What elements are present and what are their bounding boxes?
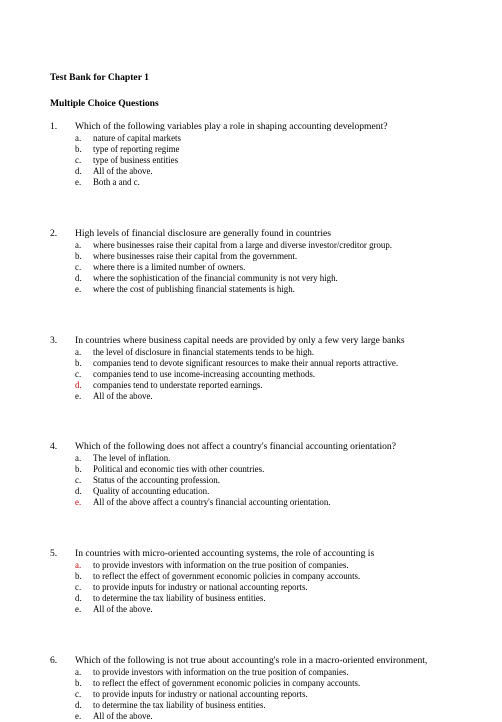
question-text: Which of the following does not affect a country's financial accounting orientation? bbox=[75, 441, 396, 452]
answer-text: The level of inflation. bbox=[93, 453, 171, 463]
answer-letter: b. bbox=[75, 571, 82, 581]
question-4 bbox=[50, 441, 480, 508]
answer-text: to provide inputs for industry or national accounting reports. bbox=[93, 582, 308, 592]
question-2 bbox=[50, 228, 480, 295]
question-text: High levels of financial disclosure are generally found in countries bbox=[75, 228, 332, 239]
answer-text: All of the above affect a country's financial accounting orientation. bbox=[93, 497, 331, 507]
answer-text: All of the above. bbox=[93, 166, 153, 176]
answer-letter: c. bbox=[75, 369, 82, 379]
answer-text: to determine the tax liability of business entities. bbox=[93, 593, 266, 603]
answer-option bbox=[50, 358, 480, 369]
answer-letter: d. bbox=[75, 166, 82, 176]
answer-option bbox=[50, 667, 480, 678]
answer-option bbox=[50, 711, 480, 722]
answer-text: to reflect the effect of government economic policies in company accounts. bbox=[93, 678, 361, 688]
answer-letter: e. bbox=[75, 284, 82, 294]
correct-answer-letter: e. bbox=[75, 497, 82, 507]
answer-option bbox=[50, 347, 480, 358]
question-stem bbox=[50, 228, 480, 240]
answer-letter: c. bbox=[75, 155, 82, 165]
question-3 bbox=[50, 335, 480, 402]
answer-letter: a. bbox=[75, 133, 82, 143]
answer-letter: d. bbox=[75, 593, 82, 603]
correct-answer-letter: a. bbox=[75, 560, 82, 570]
question-text: In countries with micro-oriented accounting systems, the role of accounting is bbox=[75, 548, 375, 559]
answer-letter: c. bbox=[75, 475, 82, 485]
question-stem bbox=[50, 441, 480, 453]
question-text: Which of the following variables play a role in shaping accounting development? bbox=[75, 121, 388, 132]
answer-text: to provide inputs for industry or national accounting reports. bbox=[93, 689, 308, 699]
answer-text: Status of the accounting profession. bbox=[93, 475, 220, 485]
question-number: 5. bbox=[50, 548, 58, 559]
answer-letter: b. bbox=[75, 251, 82, 261]
answer-option bbox=[50, 273, 480, 284]
answer-letter: a. bbox=[75, 347, 82, 357]
answer-letter: b. bbox=[75, 678, 82, 688]
answer-letter: d. bbox=[75, 486, 82, 496]
answer-letter: c. bbox=[75, 582, 82, 592]
answer-option bbox=[50, 593, 480, 604]
answer-letter: a. bbox=[75, 453, 82, 463]
answer-letter: a. bbox=[75, 667, 82, 677]
section-title: Multiple Choice Questions bbox=[50, 98, 159, 109]
answer-text: Quality of accounting education. bbox=[93, 486, 210, 496]
answer-option bbox=[50, 369, 480, 380]
answer-option bbox=[50, 453, 480, 464]
answer-text: All of the above. bbox=[93, 711, 153, 721]
question-stem bbox=[50, 655, 480, 667]
correct-answer-letter: d. bbox=[75, 380, 82, 390]
question-number: 1. bbox=[50, 121, 58, 132]
answer-option bbox=[50, 475, 480, 486]
answer-option bbox=[50, 144, 480, 155]
question-text: Which of the following is not true about accounting's role in a macro-oriented environment, bbox=[75, 655, 428, 666]
answer-text: companies tend to use income-increasing accounting methods. bbox=[93, 369, 316, 379]
answer-letter: d. bbox=[75, 273, 82, 283]
answer-option bbox=[50, 391, 480, 402]
answer-text: Both a and c. bbox=[93, 177, 140, 187]
answer-letter: b. bbox=[75, 464, 82, 474]
answer-option bbox=[50, 464, 480, 475]
answer-text: where the sophistication of the financial community is not very high. bbox=[93, 273, 338, 283]
answer-option bbox=[50, 689, 480, 700]
answer-option bbox=[50, 155, 480, 166]
answer-letter: e. bbox=[75, 711, 82, 721]
question-number: 3. bbox=[50, 335, 58, 346]
answer-text: All of the above. bbox=[93, 391, 153, 401]
answer-letter: a. bbox=[75, 240, 82, 250]
answer-option bbox=[50, 166, 480, 177]
answer-letter: e. bbox=[75, 604, 82, 614]
answer-option bbox=[50, 582, 480, 593]
answer-option bbox=[50, 262, 480, 273]
answer-option bbox=[50, 380, 480, 391]
answer-text: where there is a limited number of owners. bbox=[93, 262, 246, 272]
answer-option bbox=[50, 240, 480, 251]
answer-option bbox=[50, 284, 480, 295]
answer-option bbox=[50, 177, 480, 188]
answer-letter: b. bbox=[75, 144, 82, 154]
question-6 bbox=[50, 655, 480, 722]
answer-option bbox=[50, 571, 480, 582]
answer-text: to determine the tax liability of business entities. bbox=[93, 700, 266, 710]
answer-text: companies tend to devote significant resources to make their annual reports attractive. bbox=[93, 358, 399, 368]
answer-option bbox=[50, 497, 480, 508]
answer-text: companies tend to understate reported earnings. bbox=[93, 380, 263, 390]
answer-letter: c. bbox=[75, 689, 82, 699]
answer-option bbox=[50, 560, 480, 571]
question-stem bbox=[50, 335, 480, 347]
answer-text: type of reporting regime bbox=[93, 144, 180, 154]
answer-text: the level of disclosure in financial statements tends to be high. bbox=[93, 347, 315, 357]
question-stem bbox=[50, 121, 480, 133]
question-number: 4. bbox=[50, 441, 58, 452]
answer-text: Political and economic ties with other countries. bbox=[93, 464, 265, 474]
answer-letter: e. bbox=[75, 177, 82, 187]
answer-text: to provide investors with information on the true position of companies. bbox=[93, 560, 349, 570]
question-1 bbox=[50, 121, 480, 188]
answer-letter: e. bbox=[75, 391, 82, 401]
question-stem bbox=[50, 548, 480, 560]
question-number: 6. bbox=[50, 655, 58, 666]
question-number: 2. bbox=[50, 228, 58, 239]
answer-letter: c. bbox=[75, 262, 82, 272]
answer-letter: b. bbox=[75, 358, 82, 368]
answer-text: type of business entities bbox=[93, 155, 179, 165]
answer-text: where businesses raise their capital from the government. bbox=[93, 251, 298, 261]
answer-option bbox=[50, 700, 480, 711]
answer-text: where businesses raise their capital from a large and diverse investor/creditor group. bbox=[93, 240, 393, 250]
answer-text: All of the above. bbox=[93, 604, 153, 614]
answer-option bbox=[50, 678, 480, 689]
question-text: In countries where business capital needs are provided by only a few very large banks bbox=[75, 335, 405, 346]
answer-option bbox=[50, 486, 480, 497]
page-title: Test Bank for Chapter 1 bbox=[50, 72, 149, 83]
answer-letter: d. bbox=[75, 700, 82, 710]
answer-option bbox=[50, 604, 480, 615]
answer-text: to reflect the effect of government economic policies in company accounts. bbox=[93, 571, 361, 581]
answer-option bbox=[50, 133, 480, 144]
answer-option bbox=[50, 251, 480, 262]
answer-text: where the cost of publishing financial statements is high. bbox=[93, 284, 295, 294]
answer-text: to provide investors with information on the true position of companies. bbox=[93, 667, 349, 677]
question-5 bbox=[50, 548, 480, 615]
answer-text: nature of capital markets bbox=[93, 133, 181, 143]
